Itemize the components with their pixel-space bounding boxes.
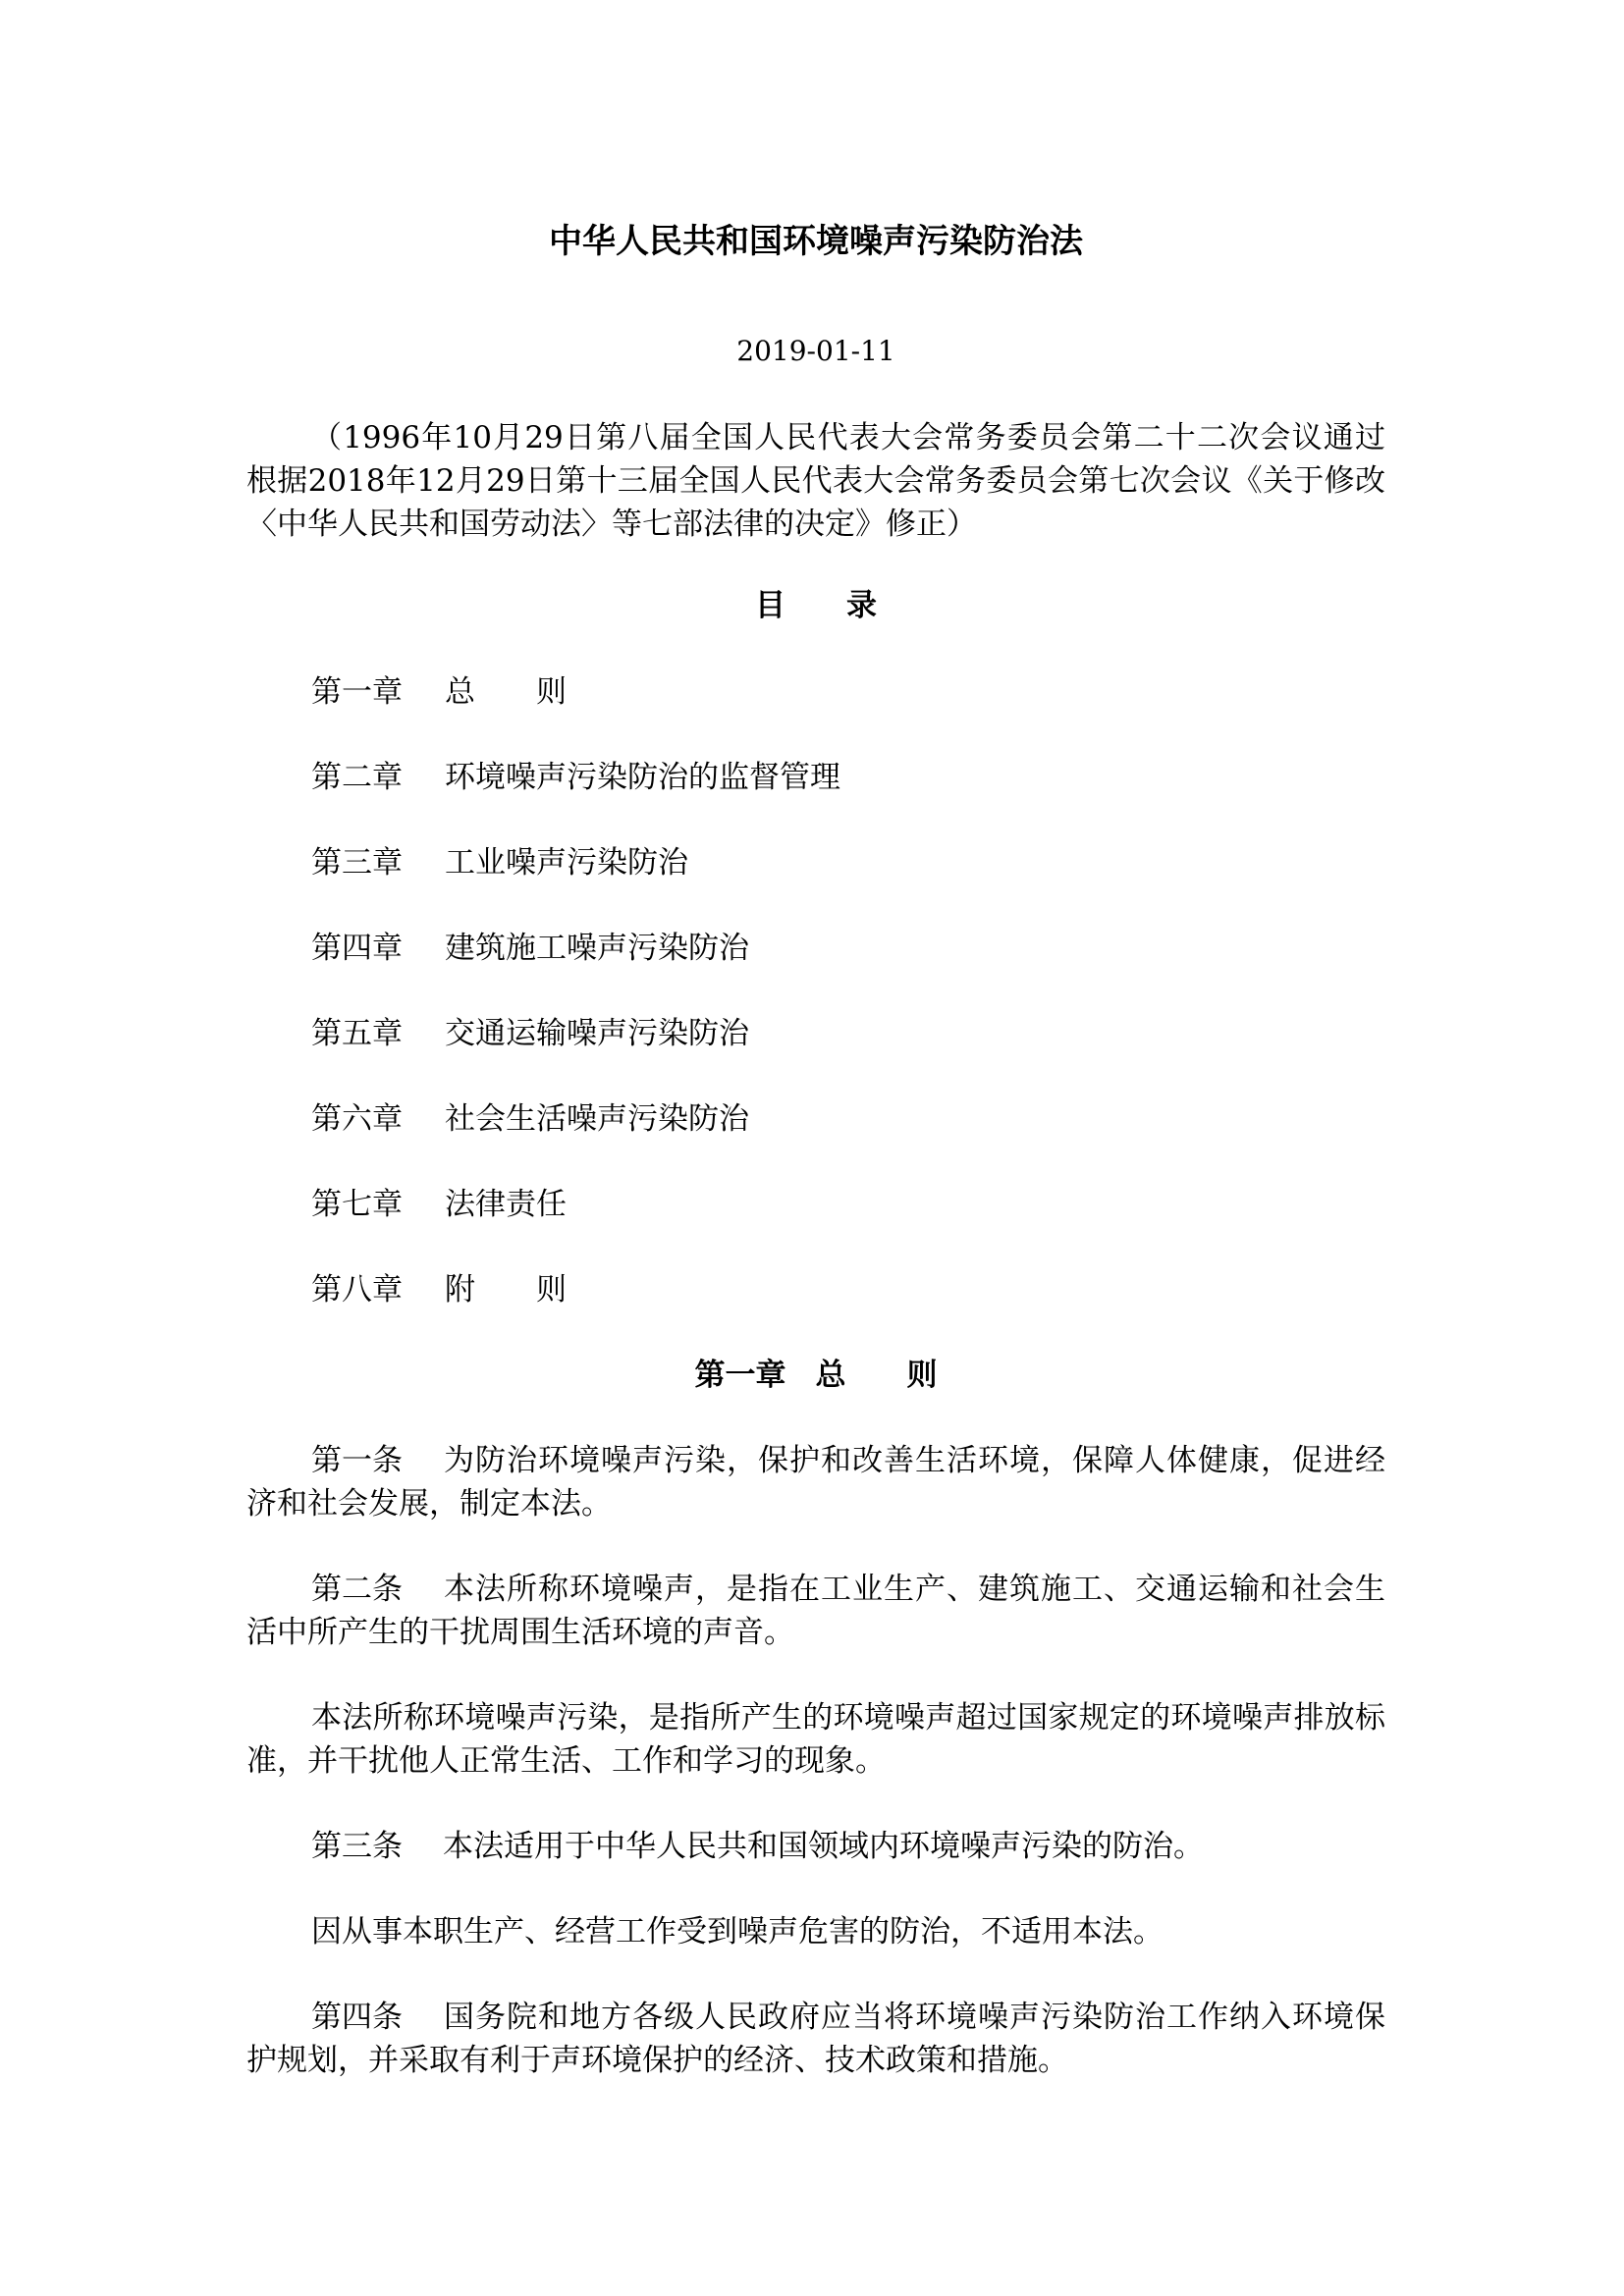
article-text: 本法所称环境噪声，是指在工业生产、建筑施工、交通运输和社会生活中所产生的干扰周围生活环境的声音。 (246, 1572, 1385, 1650)
preamble-paragraph: （1996年10月29日第八届全国人民代表大会常务委员会第二十二次会议通过 根据2018年12月29日第十三届全国人民代表大会常务委员会第七次会议《关于修改〈中华人民共和国劳动法〉等七部法律的决定》修正） (246, 420, 1416, 542)
toc-item (246, 670, 1450, 714)
chapter-title: 总 则 (815, 1358, 938, 1393)
toc-item-number: 第八章 (311, 1272, 403, 1308)
toc-item-title: 附 则 (445, 1272, 567, 1308)
article-paragraph (246, 1439, 1385, 1525)
toc-item (246, 841, 1450, 884)
article-number: 第二条 (311, 1572, 403, 1607)
toc-item-title: 交通运输噪声污染防治 (445, 1016, 749, 1051)
toc-item-title: 总 则 (445, 674, 567, 710)
article-number: 第三条 (311, 1829, 403, 1864)
toc-item (246, 1012, 1450, 1055)
article-number: 第四条 (311, 2000, 403, 2035)
article-text: 国务院和地方各级人民政府应当将环境噪声污染防治工作纳入环境保护规划，并采取有利于声环境保护的经济、技术政策和措施。 (246, 2000, 1385, 2078)
toc-item-number: 第四章 (311, 931, 403, 966)
article-paragraph (246, 1825, 1385, 1868)
toc-item (246, 1183, 1450, 1226)
paragraph: 本法所称环境噪声污染，是指所产生的环境噪声超过国家规定的环境噪声排放标准，并干扰他人正常生活、工作和学习的现象。 (246, 1700, 1385, 1779)
toc-item-title: 法律责任 (445, 1187, 567, 1222)
toc-heading: 目 录 (755, 588, 877, 623)
chapter-heading (246, 1354, 1385, 1397)
toc-item (246, 756, 1450, 799)
paragraph: 因从事本职生产、经营工作受到噪声危害的防治，不适用本法。 (311, 1914, 1164, 1949)
toc-item-number: 第三章 (311, 845, 403, 881)
toc-item-number: 第一章 (311, 674, 403, 710)
toc-item-number: 第五章 (311, 1016, 403, 1051)
article-text: 本法适用于中华人民共和国领域内环境噪声污染的防治。 (443, 1829, 1204, 1864)
toc-item (246, 927, 1450, 970)
toc-item-title: 环境噪声污染防治的监督管理 (445, 760, 840, 795)
toc-item (246, 1097, 1450, 1141)
chapter-number: 第一章 (694, 1358, 786, 1393)
article-paragraph (246, 1568, 1385, 1654)
document-date: 2019-01-11 (736, 335, 895, 367)
toc-item-number: 第二章 (311, 760, 403, 795)
toc-item (246, 1268, 1450, 1311)
article-number: 第一条 (311, 1443, 403, 1478)
toc-item-number: 第七章 (311, 1187, 403, 1222)
toc-item-number: 第六章 (311, 1101, 403, 1137)
toc-item-title: 工业噪声污染防治 (445, 845, 688, 881)
toc-item-title: 建筑施工噪声污染防治 (445, 931, 749, 966)
article-text: 为防治环境噪声污染，保护和改善生活环境，保障人体健康，促进经济和社会发展，制定本法。 (246, 1443, 1385, 1522)
document-title: 中华人民共和国环境噪声污染防治法 (549, 222, 1083, 261)
toc-item-title: 社会生活噪声污染防治 (445, 1101, 749, 1137)
article-paragraph (246, 1996, 1385, 2082)
